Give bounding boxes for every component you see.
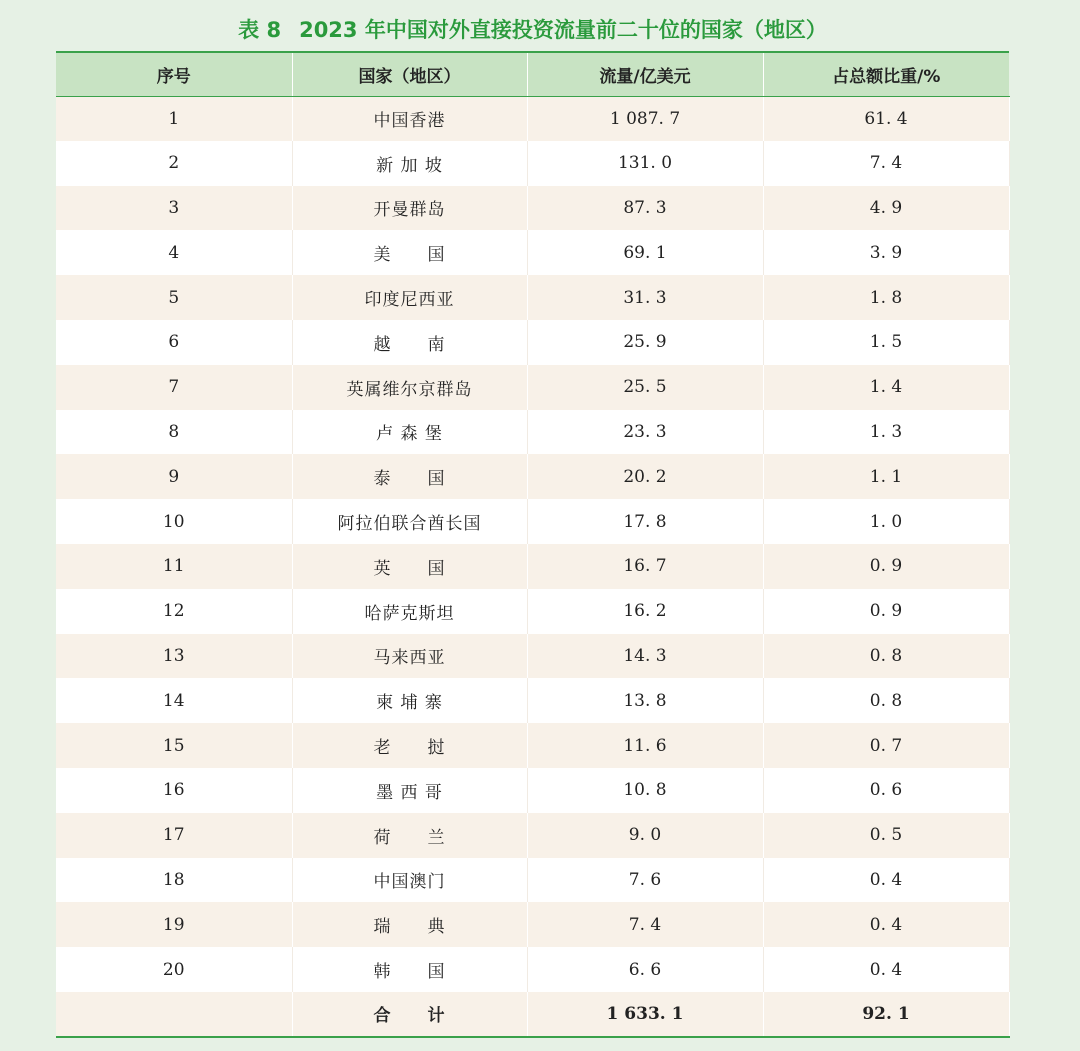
cell-flow: 6. 6 [527, 947, 763, 992]
cell-rank: 1 [56, 96, 292, 141]
cell-share: 0. 4 [763, 947, 1009, 992]
cell-share: 0. 4 [763, 902, 1009, 947]
cell-country: 中国澳门 [292, 858, 527, 903]
cell-flow: 7. 4 [527, 902, 763, 947]
table-header [56, 52, 1009, 96]
total-row [56, 992, 1009, 1037]
cell-flow: 69. 1 [527, 230, 763, 275]
table-row [56, 320, 1009, 365]
cell-rank: 17 [56, 813, 292, 858]
cell-country: 荷 兰 [292, 813, 527, 858]
cell-share: 0. 5 [763, 813, 1009, 858]
table-row [56, 275, 1009, 320]
table-row [56, 589, 1009, 634]
cell-share: 7. 4 [763, 141, 1009, 186]
cell-rank: 3 [56, 186, 292, 231]
cell-share: 0. 9 [763, 589, 1009, 634]
table-row [56, 723, 1009, 768]
cell-rank: 16 [56, 768, 292, 813]
cell-flow: 23. 3 [527, 410, 763, 455]
cell-country: 合 计 [292, 992, 527, 1037]
cell-share: 0. 4 [763, 858, 1009, 903]
cell-share: 1. 0 [763, 499, 1009, 544]
cell-share: 1. 3 [763, 410, 1009, 455]
cell-flow: 20. 2 [527, 454, 763, 499]
cell-flow: 31. 3 [527, 275, 763, 320]
table-row [56, 544, 1009, 589]
cell-country: 中国香港 [292, 96, 527, 141]
cell-flow: 11. 6 [527, 723, 763, 768]
cell-country: 阿拉伯联合酋长国 [292, 499, 527, 544]
cell-flow: 1 087. 7 [527, 96, 763, 141]
cell-flow: 13. 8 [527, 678, 763, 723]
cell-flow: 10. 8 [527, 768, 763, 813]
cell-share: 4. 9 [763, 186, 1009, 231]
cell-rank: 7 [56, 365, 292, 410]
cell-flow: 14. 3 [527, 634, 763, 679]
cell-share: 1. 4 [763, 365, 1009, 410]
cell-flow: 25. 9 [527, 320, 763, 365]
table-row [56, 634, 1009, 679]
cell-flow: 131. 0 [527, 141, 763, 186]
cell-rank: 6 [56, 320, 292, 365]
cell-rank: 13 [56, 634, 292, 679]
cell-country: 韩 国 [292, 947, 527, 992]
cell-flow: 1 633. 1 [527, 992, 763, 1037]
cell-country: 柬 埔 寨 [292, 678, 527, 723]
table-row [56, 499, 1009, 544]
cell-country: 马来西亚 [292, 634, 527, 679]
table-row [56, 902, 1009, 947]
cell-rank: 15 [56, 723, 292, 768]
header-share: 占总额比重/% [763, 52, 1009, 96]
cell-country: 哈萨克斯坦 [292, 589, 527, 634]
table-row [56, 365, 1009, 410]
cell-share: 92. 1 [763, 992, 1009, 1037]
cell-country: 美 国 [292, 230, 527, 275]
investment-table [56, 51, 1010, 1038]
cell-flow: 7. 6 [527, 858, 763, 903]
cell-share: 1. 8 [763, 275, 1009, 320]
cell-rank: 19 [56, 902, 292, 947]
table-row [56, 96, 1009, 141]
cell-rank: 9 [56, 454, 292, 499]
cell-country: 墨 西 哥 [292, 768, 527, 813]
cell-rank: 18 [56, 858, 292, 903]
table-title-text: 2023 年中国对外直接投资流量前二十位的国家（地区） [299, 18, 827, 42]
cell-share: 3. 9 [763, 230, 1009, 275]
table-body [56, 96, 1009, 1037]
cell-rank: 20 [56, 947, 292, 992]
cell-country: 卢 森 堡 [292, 410, 527, 455]
cell-share: 0. 7 [763, 723, 1009, 768]
cell-country: 老 挝 [292, 723, 527, 768]
cell-rank: 11 [56, 544, 292, 589]
table-row [56, 410, 1009, 455]
cell-rank [56, 992, 292, 1037]
table-row [56, 813, 1009, 858]
cell-share: 1. 5 [763, 320, 1009, 365]
cell-country: 新 加 坡 [292, 141, 527, 186]
cell-country: 泰 国 [292, 454, 527, 499]
cell-rank: 12 [56, 589, 292, 634]
cell-country: 英属维尔京群岛 [292, 365, 527, 410]
cell-country: 瑞 典 [292, 902, 527, 947]
header-rank: 序号 [56, 52, 292, 96]
cell-flow: 87. 3 [527, 186, 763, 231]
cell-country: 开曼群岛 [292, 186, 527, 231]
cell-flow: 17. 8 [527, 499, 763, 544]
cell-rank: 2 [56, 141, 292, 186]
cell-flow: 16. 7 [527, 544, 763, 589]
cell-share: 0. 9 [763, 544, 1009, 589]
header-flow: 流量/亿美元 [527, 52, 763, 96]
cell-share: 61. 4 [763, 96, 1009, 141]
table-row [56, 141, 1009, 186]
table-row [56, 947, 1009, 992]
cell-share: 0. 6 [763, 768, 1009, 813]
cell-country: 印度尼西亚 [292, 275, 527, 320]
table-row [56, 230, 1009, 275]
cell-share: 1. 1 [763, 454, 1009, 499]
table-row [56, 678, 1009, 723]
cell-flow: 16. 2 [527, 589, 763, 634]
cell-rank: 8 [56, 410, 292, 455]
cell-rank: 4 [56, 230, 292, 275]
header-row [56, 52, 1009, 96]
cell-country: 英 国 [292, 544, 527, 589]
table-row [56, 454, 1009, 499]
header-country: 国家（地区） [292, 52, 527, 96]
table-row [56, 768, 1009, 813]
table-number: 表 8 [238, 18, 282, 42]
table-title [0, 10, 1065, 50]
cell-country: 越 南 [292, 320, 527, 365]
cell-rank: 5 [56, 275, 292, 320]
table-row [56, 858, 1009, 903]
cell-share: 0. 8 [763, 634, 1009, 679]
cell-flow: 25. 5 [527, 365, 763, 410]
cell-flow: 9. 0 [527, 813, 763, 858]
cell-rank: 10 [56, 499, 292, 544]
cell-share: 0. 8 [763, 678, 1009, 723]
cell-rank: 14 [56, 678, 292, 723]
table-row [56, 186, 1009, 231]
